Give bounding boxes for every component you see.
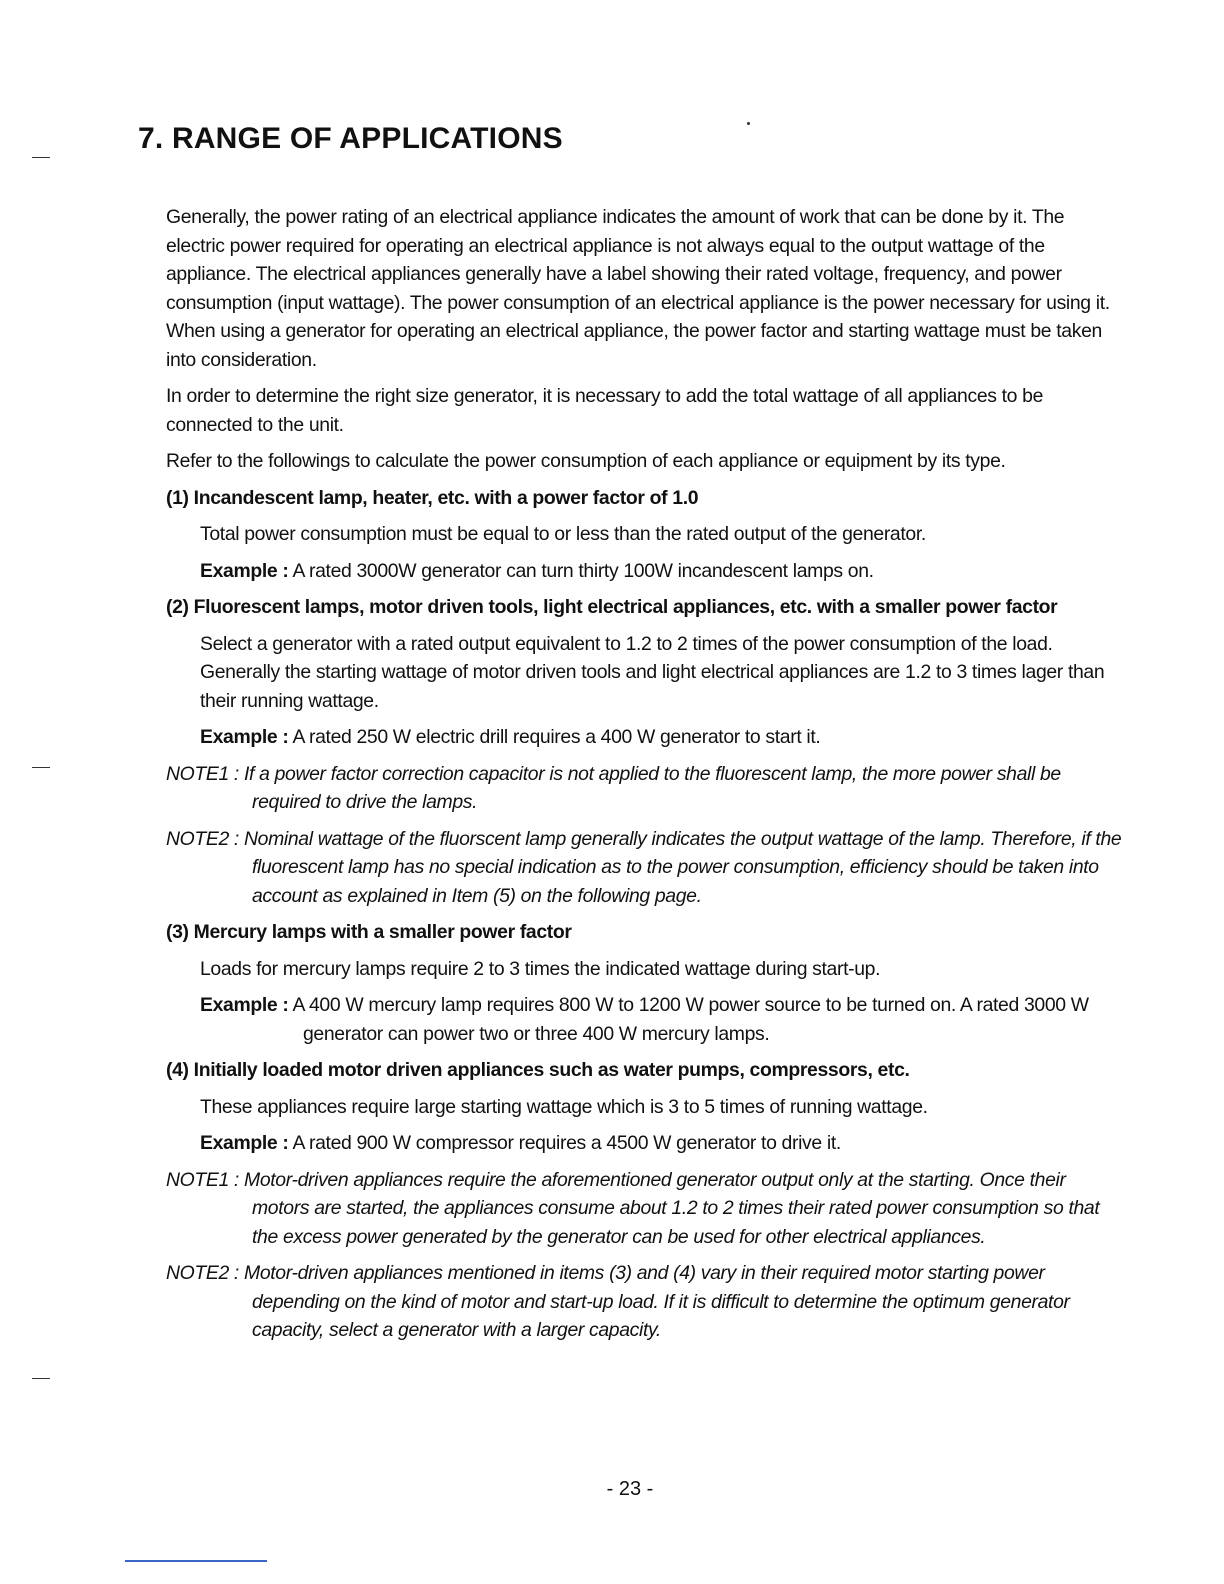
example — [166, 557, 1126, 586]
scan-speck — [747, 122, 750, 125]
intro-paragraph: Generally, the power rating of an electrical appliance indicates the amount of work that can be done by it. The electric power required for operating an electrical appliance is not always equal to the output wattage of the appliance. The electrical appliances generally have a label showing their rated voltage, frequency, and power consumption (input wattage). The power consumption of an electrical appliance is the power necessary for using it. When using a generator for operating an electrical appliance, the power factor and starting wattage must be taken into consideration. — [166, 206, 1110, 371]
item-heading: (4) Initially loaded motor driven appliances such as water pumps, compressors, etc. — [166, 1059, 910, 1081]
item-body: Total power consumption must be equal to or less than the rated output of the generator. — [200, 523, 926, 545]
item-heading: (3) Mercury lamps with a smaller power factor — [166, 921, 572, 943]
section-title: 7. RANGE OF APPLICATIONS — [138, 122, 563, 155]
example-text: A 400 W mercury lamp requires 800 W to 1200 W power source to be turned on. A rated 3000 W generator can power two or three 400 W mercury lamps. — [292, 994, 1089, 1045]
example-label: Example : — [200, 994, 289, 1016]
example-label: Example : — [200, 726, 289, 748]
note: NOTE2 : Nominal wattage of the fluorscent lamp generally indicates the output wattage of the lamp. Therefore, if the fluorescent lamp has no special indication as to the power consumption, efficiency should be taken into account as explained in Item (5) on the following page. — [166, 827, 1122, 907]
item-body: These appliances require large starting wattage which is 3 to 5 times of running wattage. — [200, 1095, 928, 1118]
body-content — [166, 203, 1126, 1353]
note: NOTE1 : If a power factor correction capacitor is not applied to the fluorescent lamp, the more power shall be required to drive the lamps. — [166, 762, 1061, 813]
margin-mark — [32, 157, 50, 158]
example-label: Example : — [200, 1132, 289, 1154]
note: NOTE1 : Motor-driven appliances require the aforementioned generator output only at the starting. Once their motors are started, the appliances consume about 1.2 to 2 times their rated power consumption so that the excess power generated by the generator can be used for other electrical appliances. — [166, 1168, 1100, 1248]
item-heading: (1) Incandescent lamp, heater, etc. with a power factor of 1.0 — [166, 486, 699, 509]
intro-paragraph: In order to determine the right size generator, it is necessary to add the total wattage of all appliances to be connected to the unit. — [166, 385, 1044, 436]
example — [166, 1129, 1126, 1158]
example-text: A rated 3000W generator can turn thirty 100W incandescent lamps on. — [292, 559, 874, 582]
example-label: Example : — [200, 559, 289, 582]
page-number: - 23 - — [606, 1478, 654, 1500]
example — [166, 723, 1126, 752]
bottom-rule — [125, 1560, 267, 1562]
margin-mark — [32, 1378, 50, 1379]
example — [166, 991, 1126, 1048]
item-body: Select a generator with a rated output equivalent to 1.2 to 2 times of the power consumption of the load. Generally the starting wattage of motor driven tools and light electrical appliances are 1.2 to 3 times lager than their running wattage. — [200, 632, 1105, 712]
note: NOTE2 : Motor-driven appliances mentioned in items (3) and (4) vary in their required motor starting power depending on the kind of motor and start-up load. If it is difficult to determine the optimum generator capacity, select a generator with a larger capacity. — [166, 1262, 1070, 1341]
margin-mark — [32, 767, 50, 768]
intro-paragraph: Refer to the followings to calculate the power consumption of each appliance or equipment by its type. — [166, 450, 1006, 472]
example-text: A rated 250 W electric drill requires a 400 W generator to start it. — [292, 726, 821, 748]
item-heading: (2) Fluorescent lamps, motor driven tools, light electrical appliances, etc. with a smaller power factor — [166, 596, 1058, 618]
example-text: A rated 900 W compressor requires a 4500 W generator to drive it. — [292, 1132, 841, 1154]
item-body: Loads for mercury lamps require 2 to 3 times the indicated wattage during start-up. — [200, 957, 881, 980]
